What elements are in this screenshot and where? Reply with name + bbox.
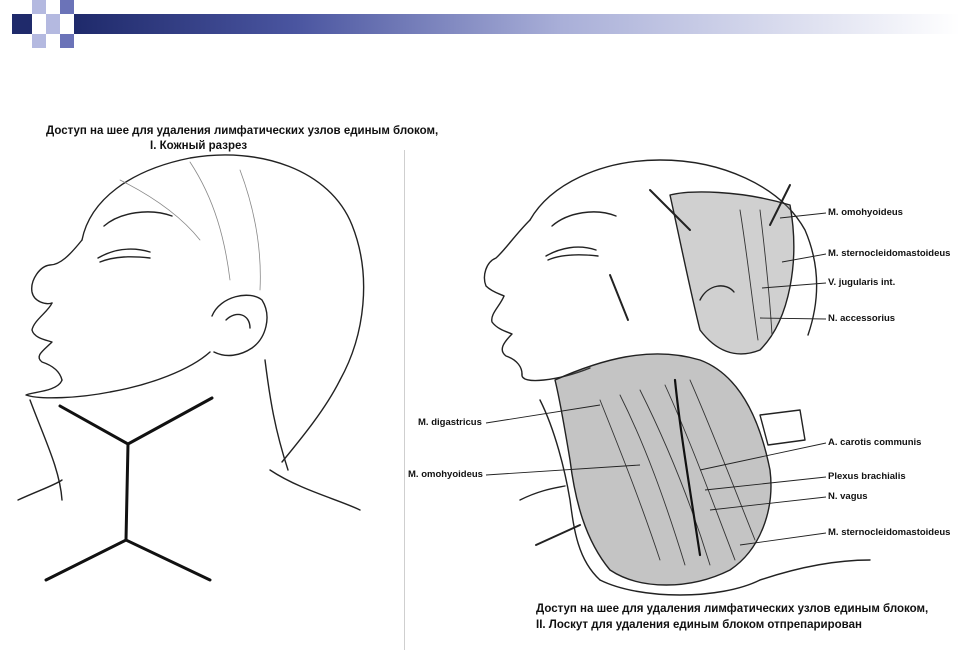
figure2-caption-line1: Доступ на шее для удаления лимфатических узлов единым блоком, (536, 603, 929, 615)
label-omohyoideus-top: M. omohyoideus (828, 207, 903, 218)
label-carotis: A. carotis communis (828, 437, 922, 448)
label-vagus: N. vagus (828, 491, 868, 502)
label-sternocleidomastoideus-bottom: M. sternocleidomastoideus (828, 527, 951, 538)
label-omohyoideus-left: M. omohyoideus (408, 469, 483, 480)
figure1-caption-line1: Доступ на шее для удаления лимфатических узлов единым блоком, (46, 125, 439, 137)
label-accessorius: N. accessorius (828, 313, 896, 324)
label-digastricus: M. digastricus (418, 417, 482, 428)
figure2-caption-line2: II. Лоскут для удаления единым блоком отпрепарирован (536, 619, 862, 631)
figure1-caption-line2: I. Кожный разрез (150, 140, 248, 152)
label-plexus: Plexus brachialis (828, 471, 906, 482)
label-sternocleidomastoideus-top: M. sternocleidomastoideus (828, 248, 951, 259)
label-jugularis: V. jugularis int. (828, 277, 896, 288)
